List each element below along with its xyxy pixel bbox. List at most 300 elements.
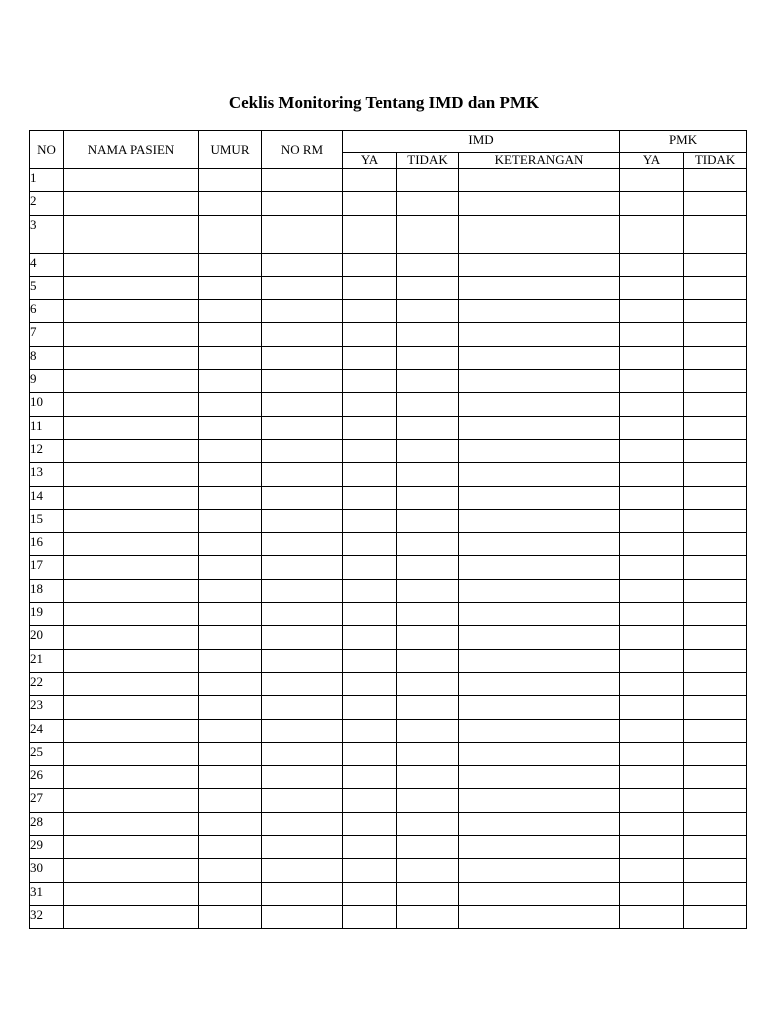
imd-ya-cell[interactable] <box>343 169 397 192</box>
pmk-ya-cell[interactable] <box>620 346 684 369</box>
pmk-ya-cell[interactable] <box>620 323 684 346</box>
table-row <box>30 393 747 416</box>
imd-ya-cell[interactable] <box>343 416 397 439</box>
pmk-ya-cell[interactable] <box>620 276 684 299</box>
imd-keterangan-cell[interactable] <box>459 533 620 556</box>
no-rm-cell[interactable] <box>262 556 343 579</box>
umur-cell[interactable] <box>199 346 262 369</box>
pmk-ya-cell[interactable] <box>620 393 684 416</box>
table-row <box>30 626 747 649</box>
imd-tidak-cell[interactable] <box>397 370 459 393</box>
pmk-tidak-cell[interactable] <box>684 370 747 393</box>
pmk-tidak-cell[interactable] <box>684 439 747 462</box>
imd-ya-cell[interactable] <box>343 439 397 462</box>
no-rm-cell[interactable] <box>262 416 343 439</box>
umur-cell[interactable] <box>199 579 262 602</box>
imd-ya-cell[interactable] <box>343 766 397 789</box>
imd-ya-cell[interactable] <box>343 742 397 765</box>
imd-keterangan-cell[interactable] <box>459 672 620 695</box>
header-pmk-tidak: TIDAK <box>684 153 747 169</box>
imd-tidak-cell[interactable] <box>397 346 459 369</box>
row-number: 16 <box>30 533 64 556</box>
pmk-tidak-cell[interactable] <box>684 836 747 859</box>
pmk-ya-cell[interactable] <box>620 812 684 835</box>
imd-tidak-cell[interactable] <box>397 905 459 928</box>
pmk-ya-cell[interactable] <box>620 300 684 323</box>
imd-ya-cell[interactable] <box>343 509 397 532</box>
pmk-ya-cell[interactable] <box>620 439 684 462</box>
pmk-tidak-cell[interactable] <box>684 556 747 579</box>
umur-cell[interactable] <box>199 859 262 882</box>
imd-tidak-cell[interactable] <box>397 463 459 486</box>
no-rm-cell[interactable] <box>262 370 343 393</box>
nama-pasien-cell[interactable] <box>64 416 199 439</box>
imd-ya-cell[interactable] <box>343 346 397 369</box>
nama-pasien-cell[interactable] <box>64 169 199 192</box>
imd-keterangan-cell[interactable] <box>459 579 620 602</box>
imd-tidak-cell[interactable] <box>397 766 459 789</box>
nama-pasien-cell[interactable] <box>64 393 199 416</box>
no-rm-cell[interactable] <box>262 486 343 509</box>
imd-tidak-cell[interactable] <box>397 882 459 905</box>
imd-keterangan-cell[interactable] <box>459 323 620 346</box>
umur-cell[interactable] <box>199 439 262 462</box>
no-rm-cell[interactable] <box>262 215 343 253</box>
row-number: 19 <box>30 603 64 626</box>
imd-tidak-cell[interactable] <box>397 859 459 882</box>
table-row <box>30 603 747 626</box>
pmk-ya-cell[interactable] <box>620 696 684 719</box>
pmk-tidak-cell[interactable] <box>684 742 747 765</box>
imd-tidak-cell[interactable] <box>397 323 459 346</box>
pmk-ya-cell[interactable] <box>620 882 684 905</box>
table-row <box>30 719 747 742</box>
imd-tidak-cell[interactable] <box>397 192 459 215</box>
imd-tidak-cell[interactable] <box>397 812 459 835</box>
imd-ya-cell[interactable] <box>343 859 397 882</box>
nama-pasien-cell[interactable] <box>64 533 199 556</box>
umur-cell[interactable] <box>199 416 262 439</box>
imd-keterangan-cell[interactable] <box>459 789 620 812</box>
imd-tidak-cell[interactable] <box>397 215 459 253</box>
umur-cell[interactable] <box>199 533 262 556</box>
no-rm-cell[interactable] <box>262 323 343 346</box>
no-rm-cell[interactable] <box>262 859 343 882</box>
no-rm-cell[interactable] <box>262 533 343 556</box>
imd-keterangan-cell[interactable] <box>459 486 620 509</box>
nama-pasien-cell[interactable] <box>64 905 199 928</box>
imd-tidak-cell[interactable] <box>397 533 459 556</box>
imd-tidak-cell[interactable] <box>397 579 459 602</box>
table-row <box>30 253 747 276</box>
pmk-ya-cell[interactable] <box>620 416 684 439</box>
pmk-tidak-cell[interactable] <box>684 486 747 509</box>
imd-ya-cell[interactable] <box>343 789 397 812</box>
imd-keterangan-cell[interactable] <box>459 766 620 789</box>
imd-keterangan-cell[interactable] <box>459 556 620 579</box>
pmk-tidak-cell[interactable] <box>684 649 747 672</box>
imd-tidak-cell[interactable] <box>397 742 459 765</box>
pmk-ya-cell[interactable] <box>620 672 684 695</box>
pmk-ya-cell[interactable] <box>620 649 684 672</box>
pmk-ya-cell[interactable] <box>620 742 684 765</box>
imd-keterangan-cell[interactable] <box>459 859 620 882</box>
nama-pasien-cell[interactable] <box>64 626 199 649</box>
header-imd-ya: YA <box>343 153 397 169</box>
imd-ya-cell[interactable] <box>343 276 397 299</box>
monitoring-table <box>29 130 747 929</box>
pmk-ya-cell[interactable] <box>620 533 684 556</box>
pmk-tidak-cell[interactable] <box>684 416 747 439</box>
umur-cell[interactable] <box>199 300 262 323</box>
imd-tidak-cell[interactable] <box>397 300 459 323</box>
imd-keterangan-cell[interactable] <box>459 882 620 905</box>
table-row <box>30 742 747 765</box>
imd-keterangan-cell[interactable] <box>459 416 620 439</box>
umur-cell[interactable] <box>199 719 262 742</box>
pmk-tidak-cell[interactable] <box>684 672 747 695</box>
row-number: 22 <box>30 672 64 695</box>
header-no-rm: NO RM <box>262 131 343 169</box>
pmk-ya-cell[interactable] <box>620 626 684 649</box>
pmk-tidak-cell[interactable] <box>684 812 747 835</box>
imd-tidak-cell[interactable] <box>397 672 459 695</box>
pmk-ya-cell[interactable] <box>620 509 684 532</box>
imd-keterangan-cell[interactable] <box>459 626 620 649</box>
imd-tidak-cell[interactable] <box>397 836 459 859</box>
no-rm-cell[interactable] <box>262 253 343 276</box>
no-rm-cell[interactable] <box>262 192 343 215</box>
row-number: 7 <box>30 323 64 346</box>
pmk-tidak-cell[interactable] <box>684 300 747 323</box>
imd-ya-cell[interactable] <box>343 905 397 928</box>
pmk-ya-cell[interactable] <box>620 215 684 253</box>
row-number: 10 <box>30 393 64 416</box>
no-rm-cell[interactable] <box>262 836 343 859</box>
imd-ya-cell[interactable] <box>343 672 397 695</box>
header-imd-keterangan: KETERANGAN <box>459 153 620 169</box>
umur-cell[interactable] <box>199 393 262 416</box>
nama-pasien-cell[interactable] <box>64 812 199 835</box>
pmk-ya-cell[interactable] <box>620 486 684 509</box>
nama-pasien-cell[interactable] <box>64 836 199 859</box>
imd-ya-cell[interactable] <box>343 882 397 905</box>
pmk-ya-cell[interactable] <box>620 789 684 812</box>
no-rm-cell[interactable] <box>262 766 343 789</box>
imd-tidak-cell[interactable] <box>397 603 459 626</box>
imd-keterangan-cell[interactable] <box>459 905 620 928</box>
imd-ya-cell[interactable] <box>343 463 397 486</box>
pmk-tidak-cell[interactable] <box>684 603 747 626</box>
pmk-ya-cell[interactable] <box>620 169 684 192</box>
no-rm-cell[interactable] <box>262 789 343 812</box>
imd-ya-cell[interactable] <box>343 253 397 276</box>
table-row <box>30 215 747 253</box>
imd-keterangan-cell[interactable] <box>459 509 620 532</box>
imd-keterangan-cell[interactable] <box>459 836 620 859</box>
imd-tidak-cell[interactable] <box>397 649 459 672</box>
imd-ya-cell[interactable] <box>343 719 397 742</box>
pmk-ya-cell[interactable] <box>620 579 684 602</box>
header-imd: IMD <box>343 131 620 153</box>
imd-tidak-cell[interactable] <box>397 416 459 439</box>
no-rm-cell[interactable] <box>262 696 343 719</box>
imd-ya-cell[interactable] <box>343 300 397 323</box>
imd-keterangan-cell[interactable] <box>459 742 620 765</box>
table-row <box>30 789 747 812</box>
no-rm-cell[interactable] <box>262 579 343 602</box>
imd-ya-cell[interactable] <box>343 649 397 672</box>
pmk-ya-cell[interactable] <box>620 766 684 789</box>
umur-cell[interactable] <box>199 276 262 299</box>
table-row <box>30 463 747 486</box>
pmk-tidak-cell[interactable] <box>684 696 747 719</box>
umur-cell[interactable] <box>199 836 262 859</box>
pmk-tidak-cell[interactable] <box>684 192 747 215</box>
no-rm-cell[interactable] <box>262 882 343 905</box>
table-row <box>30 812 747 835</box>
nama-pasien-cell[interactable] <box>64 439 199 462</box>
imd-tidak-cell[interactable] <box>397 509 459 532</box>
imd-tidak-cell[interactable] <box>397 626 459 649</box>
imd-tidak-cell[interactable] <box>397 169 459 192</box>
no-rm-cell[interactable] <box>262 463 343 486</box>
umur-cell[interactable] <box>199 215 262 253</box>
umur-cell[interactable] <box>199 323 262 346</box>
nama-pasien-cell[interactable] <box>64 649 199 672</box>
umur-cell[interactable] <box>199 812 262 835</box>
imd-ya-cell[interactable] <box>343 393 397 416</box>
row-number: 11 <box>30 416 64 439</box>
nama-pasien-cell[interactable] <box>64 346 199 369</box>
pmk-tidak-cell[interactable] <box>684 533 747 556</box>
imd-keterangan-cell[interactable] <box>459 192 620 215</box>
nama-pasien-cell[interactable] <box>64 300 199 323</box>
no-rm-cell[interactable] <box>262 300 343 323</box>
no-rm-cell[interactable] <box>262 719 343 742</box>
no-rm-cell[interactable] <box>262 169 343 192</box>
no-rm-cell[interactable] <box>262 276 343 299</box>
pmk-ya-cell[interactable] <box>620 859 684 882</box>
no-rm-cell[interactable] <box>262 649 343 672</box>
imd-ya-cell[interactable] <box>343 486 397 509</box>
imd-keterangan-cell[interactable] <box>459 276 620 299</box>
umur-cell[interactable] <box>199 649 262 672</box>
imd-tidak-cell[interactable] <box>397 719 459 742</box>
row-number: 32 <box>30 905 64 928</box>
imd-ya-cell[interactable] <box>343 579 397 602</box>
umur-cell[interactable] <box>199 672 262 695</box>
nama-pasien-cell[interactable] <box>64 859 199 882</box>
nama-pasien-cell[interactable] <box>64 370 199 393</box>
header-no: NO <box>30 131 64 169</box>
umur-cell[interactable] <box>199 882 262 905</box>
nama-pasien-cell[interactable] <box>64 742 199 765</box>
nama-pasien-cell[interactable] <box>64 276 199 299</box>
imd-keterangan-cell[interactable] <box>459 169 620 192</box>
imd-keterangan-cell[interactable] <box>459 393 620 416</box>
no-rm-cell[interactable] <box>262 626 343 649</box>
no-rm-cell[interactable] <box>262 603 343 626</box>
nama-pasien-cell[interactable] <box>64 579 199 602</box>
pmk-tidak-cell[interactable] <box>684 882 747 905</box>
pmk-ya-cell[interactable] <box>620 370 684 393</box>
umur-cell[interactable] <box>199 253 262 276</box>
nama-pasien-cell[interactable] <box>64 766 199 789</box>
nama-pasien-cell[interactable] <box>64 215 199 253</box>
table-row <box>30 439 747 462</box>
page-title: Ceklis Monitoring Tentang IMD dan PMK <box>228 93 540 112</box>
imd-ya-cell[interactable] <box>343 192 397 215</box>
umur-cell[interactable] <box>199 370 262 393</box>
imd-keterangan-cell[interactable] <box>459 696 620 719</box>
umur-cell[interactable] <box>199 192 262 215</box>
imd-tidak-cell[interactable] <box>397 439 459 462</box>
nama-pasien-cell[interactable] <box>64 556 199 579</box>
no-rm-cell[interactable] <box>262 742 343 765</box>
row-number: 8 <box>30 346 64 369</box>
nama-pasien-cell[interactable] <box>64 882 199 905</box>
pmk-ya-cell[interactable] <box>620 836 684 859</box>
row-number: 9 <box>30 370 64 393</box>
imd-tidak-cell[interactable] <box>397 253 459 276</box>
umur-cell[interactable] <box>199 463 262 486</box>
pmk-tidak-cell[interactable] <box>684 253 747 276</box>
umur-cell[interactable] <box>199 766 262 789</box>
umur-cell[interactable] <box>199 742 262 765</box>
imd-keterangan-cell[interactable] <box>459 215 620 253</box>
no-rm-cell[interactable] <box>262 346 343 369</box>
no-rm-cell[interactable] <box>262 393 343 416</box>
table-row <box>30 649 747 672</box>
pmk-tidak-cell[interactable] <box>684 323 747 346</box>
imd-keterangan-cell[interactable] <box>459 603 620 626</box>
nama-pasien-cell[interactable] <box>64 719 199 742</box>
table-row <box>30 370 747 393</box>
no-rm-cell[interactable] <box>262 905 343 928</box>
table-row <box>30 859 747 882</box>
row-number: 24 <box>30 719 64 742</box>
imd-ya-cell[interactable] <box>343 696 397 719</box>
umur-cell[interactable] <box>199 789 262 812</box>
row-number: 25 <box>30 742 64 765</box>
header-umur: UMUR <box>199 131 262 169</box>
imd-ya-cell[interactable] <box>343 626 397 649</box>
table-row <box>30 836 747 859</box>
pmk-tidak-cell[interactable] <box>684 215 747 253</box>
pmk-ya-cell[interactable] <box>620 192 684 215</box>
imd-keterangan-cell[interactable] <box>459 253 620 276</box>
nama-pasien-cell[interactable] <box>64 789 199 812</box>
umur-cell[interactable] <box>199 696 262 719</box>
pmk-ya-cell[interactable] <box>620 463 684 486</box>
imd-ya-cell[interactable] <box>343 836 397 859</box>
nama-pasien-cell[interactable] <box>64 192 199 215</box>
pmk-tidak-cell[interactable] <box>684 719 747 742</box>
pmk-tidak-cell[interactable] <box>684 579 747 602</box>
imd-ya-cell[interactable] <box>343 812 397 835</box>
imd-ya-cell[interactable] <box>343 323 397 346</box>
pmk-tidak-cell[interactable] <box>684 789 747 812</box>
nama-pasien-cell[interactable] <box>64 672 199 695</box>
imd-keterangan-cell[interactable] <box>459 300 620 323</box>
imd-keterangan-cell[interactable] <box>459 463 620 486</box>
table-row <box>30 766 747 789</box>
row-number: 4 <box>30 253 64 276</box>
imd-tidak-cell[interactable] <box>397 556 459 579</box>
imd-tidak-cell[interactable] <box>397 276 459 299</box>
imd-keterangan-cell[interactable] <box>459 346 620 369</box>
nama-pasien-cell[interactable] <box>64 696 199 719</box>
nama-pasien-cell[interactable] <box>64 253 199 276</box>
pmk-tidak-cell[interactable] <box>684 766 747 789</box>
imd-ya-cell[interactable] <box>343 215 397 253</box>
pmk-tidak-cell[interactable] <box>684 169 747 192</box>
umur-cell[interactable] <box>199 486 262 509</box>
nama-pasien-cell[interactable] <box>64 323 199 346</box>
imd-keterangan-cell[interactable] <box>459 439 620 462</box>
pmk-tidak-cell[interactable] <box>684 463 747 486</box>
umur-cell[interactable] <box>199 905 262 928</box>
pmk-tidak-cell[interactable] <box>684 626 747 649</box>
no-rm-cell[interactable] <box>262 439 343 462</box>
nama-pasien-cell[interactable] <box>64 486 199 509</box>
umur-cell[interactable] <box>199 509 262 532</box>
imd-keterangan-cell[interactable] <box>459 370 620 393</box>
umur-cell[interactable] <box>199 603 262 626</box>
pmk-ya-cell[interactable] <box>620 719 684 742</box>
nama-pasien-cell[interactable] <box>64 463 199 486</box>
header-imd-tidak: TIDAK <box>397 153 459 169</box>
row-number: 20 <box>30 626 64 649</box>
nama-pasien-cell[interactable] <box>64 509 199 532</box>
no-rm-cell[interactable] <box>262 509 343 532</box>
umur-cell[interactable] <box>199 626 262 649</box>
imd-tidak-cell[interactable] <box>397 486 459 509</box>
imd-tidak-cell[interactable] <box>397 393 459 416</box>
row-number: 27 <box>30 789 64 812</box>
imd-tidak-cell[interactable] <box>397 789 459 812</box>
no-rm-cell[interactable] <box>262 672 343 695</box>
imd-tidak-cell[interactable] <box>397 696 459 719</box>
no-rm-cell[interactable] <box>262 812 343 835</box>
header-nama-pasien: NAMA PASIEN <box>64 131 199 169</box>
pmk-ya-cell[interactable] <box>620 603 684 626</box>
imd-ya-cell[interactable] <box>343 603 397 626</box>
row-number: 6 <box>30 300 64 323</box>
imd-keterangan-cell[interactable] <box>459 812 620 835</box>
pmk-tidak-cell[interactable] <box>684 393 747 416</box>
pmk-tidak-cell[interactable] <box>684 346 747 369</box>
pmk-tidak-cell[interactable] <box>684 859 747 882</box>
imd-ya-cell[interactable] <box>343 533 397 556</box>
pmk-tidak-cell[interactable] <box>684 509 747 532</box>
nama-pasien-cell[interactable] <box>64 603 199 626</box>
umur-cell[interactable] <box>199 169 262 192</box>
imd-keterangan-cell[interactable] <box>459 719 620 742</box>
pmk-ya-cell[interactable] <box>620 253 684 276</box>
imd-ya-cell[interactable] <box>343 556 397 579</box>
pmk-tidak-cell[interactable] <box>684 276 747 299</box>
table-row <box>30 276 747 299</box>
pmk-ya-cell[interactable] <box>620 556 684 579</box>
table-row <box>30 579 747 602</box>
imd-ya-cell[interactable] <box>343 370 397 393</box>
pmk-ya-cell[interactable] <box>620 905 684 928</box>
umur-cell[interactable] <box>199 556 262 579</box>
imd-keterangan-cell[interactable] <box>459 649 620 672</box>
pmk-tidak-cell[interactable] <box>684 905 747 928</box>
